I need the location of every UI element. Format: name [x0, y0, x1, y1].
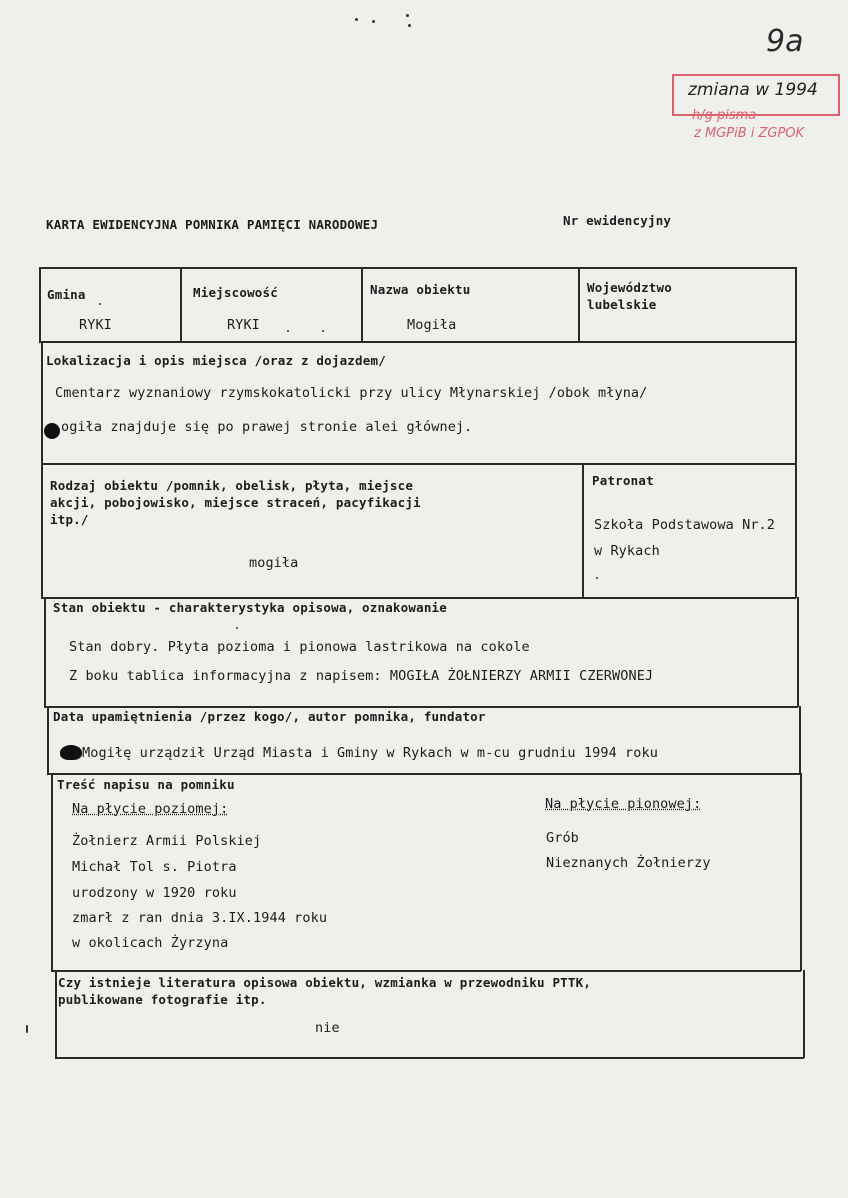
rule — [55, 970, 57, 1058]
data-upamietnienia-value: Mogiłę urządził Urząd Miasta i Gminy w Rykach w m-cu grudniu 1994 roku — [82, 745, 658, 761]
nr-ewidencyjny-label: Nr ewidencyjny — [563, 213, 672, 228]
rule — [799, 706, 801, 774]
stan-line-2: Z boku tablica informacyjna z napisem: MOGIŁA ŻOŁNIERZY ARMII CZERWONEJ — [69, 668, 654, 684]
speck — [287, 330, 289, 332]
patronat-line-2: w Rykach — [594, 543, 660, 559]
poziomej-line-1: Żołnierz Armii Polskiej — [72, 833, 262, 849]
rule — [803, 970, 805, 1058]
margin-mark — [26, 1025, 28, 1033]
rodzaj-label-3: itp./ — [50, 512, 89, 527]
literatura-value: nie — [315, 1020, 340, 1036]
lokalizacja-line-2: ogiła znajduje się po prawej stronie alei głównej. — [61, 419, 473, 435]
nazwa-obiektu-value: Mogiła — [407, 317, 457, 333]
pionowej-heading — [545, 796, 701, 812]
rodzaj-label-2: akcji, pobojowisko, miejsce straceń, pacyfikacji — [50, 495, 421, 510]
literatura-label-1: Czy istnieje literatura opisowa obiektu, wzmianka w przewodniku PTTK, — [58, 975, 592, 990]
speck — [372, 20, 375, 23]
form-title: KARTA EWIDENCYJNA POMNIKA PAMIĘCI NARODOWEJ — [46, 217, 379, 232]
note-line-2: z MGPiB i ZGPOK — [694, 126, 805, 141]
note-line-1: h/g pisma — [692, 108, 757, 123]
tresc-label: Treść napisu na pomniku — [57, 777, 235, 792]
rule — [41, 463, 43, 598]
patronat-label: Patronat — [592, 473, 654, 488]
rule — [41, 341, 43, 464]
rule — [41, 463, 796, 465]
rule — [180, 267, 182, 342]
rule — [361, 267, 363, 342]
gmina-label: Gmina — [47, 287, 86, 302]
rule — [795, 341, 797, 464]
rule — [800, 773, 802, 971]
speck — [355, 18, 358, 21]
rodzaj-value: mogiła — [249, 555, 299, 571]
rule — [47, 773, 800, 775]
speck — [596, 577, 598, 579]
gmina-value: RYKI — [79, 317, 112, 333]
pionowej-line-1: Grób — [546, 830, 579, 846]
poziomej-heading-text: Na płycie poziomej: — [72, 801, 229, 817]
patronat-line-1: Szkoła Podstawowa Nr.2 — [594, 517, 776, 533]
rule — [39, 267, 796, 269]
speck — [406, 14, 409, 17]
rule — [797, 597, 799, 707]
rule — [44, 597, 46, 707]
poziomej-line-4: zmarł z ran dnia 3.IX.1944 roku — [72, 910, 328, 926]
rule — [39, 267, 41, 342]
rule — [39, 341, 796, 343]
pionowej-heading-text: Na płycie pionowej: — [545, 796, 702, 812]
rule — [578, 267, 580, 342]
data-upamietnienia-label: Data upamiętnienia /przez kogo/, autor pomnika, fundator — [53, 709, 486, 724]
stan-label: Stan obiektu - charakterystyka opisowa, oznakowanie — [53, 600, 448, 615]
lokalizacja-label: Lokalizacja i opis miejsca /oraz z dojazdem/ — [46, 353, 386, 368]
speck — [236, 627, 238, 629]
miejscowosc-value: RYKI — [227, 317, 260, 333]
ink-blot — [60, 745, 82, 760]
rule — [795, 267, 797, 342]
rule — [51, 970, 801, 972]
poziomej-line-5: w okolicach Żyrzyna — [72, 935, 229, 951]
ink-blot — [44, 423, 60, 439]
stan-line-1: Stan dobry. Płyta pozioma i pionowa lastrikowa na cokole — [69, 639, 530, 655]
nazwa-obiektu-label: Nazwa obiektu — [370, 282, 471, 297]
speck — [99, 303, 101, 305]
poziomej-heading — [72, 801, 228, 817]
page-number: 9a — [766, 24, 804, 59]
stamp-handwriting: zmiana w 1994 — [688, 80, 818, 100]
wojewodztwo-label: Województwo — [587, 280, 672, 295]
rule — [582, 463, 584, 598]
wojewodztwo-value: lubelskie — [587, 297, 657, 312]
rule — [44, 706, 798, 708]
pionowej-line-2: Nieznanych Żołnierzy — [546, 855, 711, 871]
rule — [47, 706, 49, 774]
lokalizacja-line-1: Cmentarz wyznaniowy rzymskokatolicki przy ulicy Młynarskiej /obok młyna/ — [55, 385, 648, 401]
rule — [55, 1057, 804, 1059]
literatura-label-2: publikowane fotografie itp. — [58, 992, 267, 1007]
speck — [408, 24, 411, 27]
rule — [41, 597, 796, 599]
speck — [322, 330, 324, 332]
rodzaj-label-1: Rodzaj obiektu /pomnik, obelisk, płyta, miejsce — [50, 478, 414, 493]
miejscowosc-label: Miejscowość — [193, 285, 278, 300]
rule — [795, 463, 797, 598]
poziomej-line-2: Michał Tol s. Piotra — [72, 859, 237, 875]
rule — [51, 773, 53, 971]
poziomej-line-3: urodzony w 1920 roku — [72, 885, 237, 901]
